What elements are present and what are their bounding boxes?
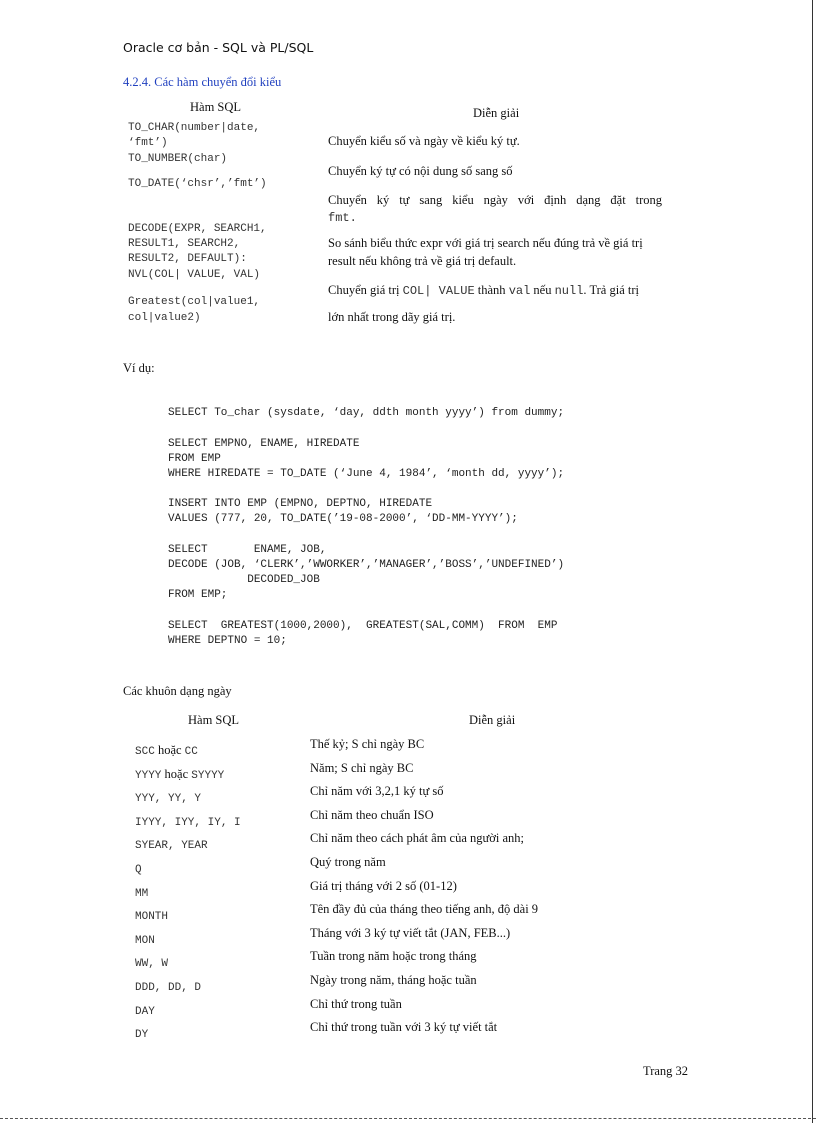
page-edge-bottom <box>0 1118 816 1119</box>
date-formats-title: Các khuôn dạng ngày <box>123 684 232 698</box>
date-format-code <box>135 928 155 947</box>
code-line: SELECT ENAME, JOB, <box>168 544 327 556</box>
nvl-code: COL| VALUE <box>402 284 475 298</box>
code-line: WHERE HIREDATE = TO_DATE (‘June 4, 1984’, ‘month dd, yyyy’); <box>168 468 565 480</box>
date-format-desc: Thế kỷ; S chỉ ngày BC <box>310 737 425 751</box>
conv-left-line: TO_CHAR(number|date, <box>128 122 261 134</box>
conv-desc-decode-cont: result nếu không trả về giá trị default. <box>328 254 517 268</box>
format-code-alt: SYYYY <box>191 770 225 782</box>
section-heading: 4.2.4. Các hàm chuyển đổi kiểu <box>123 75 282 89</box>
conv-col1-header: Hàm SQL <box>190 100 242 114</box>
nvl-text: thành <box>474 283 509 297</box>
date-format-code <box>135 999 155 1018</box>
date-format-code <box>135 786 201 805</box>
format-code: MON <box>135 935 155 947</box>
conv-left-line: NVL(COL| VALUE, VAL) <box>128 269 261 281</box>
format-code: MM <box>135 888 149 900</box>
conv-desc-to-date: Chuyển ký tự sang kiểu ngày với định dạng đặt trong <box>328 193 662 207</box>
format-join: hoặc <box>161 767 192 781</box>
format-code: WW, W <box>135 958 169 970</box>
code-line: SELECT GREATEST(1000,2000), GREATEST(SAL,COMM) FROM EMP <box>168 620 558 632</box>
conv-left-line: RESULT1, SEARCH2, <box>128 238 241 250</box>
date-format-desc: Chỉ năm với 3,2,1 ký tự số <box>310 784 444 798</box>
date-format-desc: Chỉ thứ trong tuần <box>310 997 402 1011</box>
conv-desc-greatest: lớn nhất trong dãy giá trị. <box>328 310 456 324</box>
format-code: MONTH <box>135 911 169 923</box>
date-format-code <box>135 857 142 876</box>
date-format-desc: Năm; S chỉ ngày BC <box>310 761 414 775</box>
format-code: SCC <box>135 746 155 758</box>
conv-desc-to-number: Chuyển ký tự có nội dung số sang số <box>328 164 513 178</box>
conv-desc-nvl <box>328 283 639 298</box>
nvl-text: . Trả giá trị <box>583 283 639 297</box>
date-format-code <box>135 904 168 923</box>
format-code: IYYY, IYY, IY, I <box>135 817 241 829</box>
code-line: WHERE DEPTNO = 10; <box>168 635 287 647</box>
nvl-code: null <box>554 284 584 298</box>
date-format-code <box>135 975 201 994</box>
format-code: DY <box>135 1029 149 1041</box>
conv-desc-decode: So sánh biểu thức expr với giá trị search nếu đúng trả về giá trị <box>328 236 643 250</box>
conv-col2-header: Diễn giải <box>473 106 520 120</box>
nvl-text: Chuyển giá trị <box>328 283 403 297</box>
date-format-desc: Ngày trong năm, tháng hoặc tuần <box>310 973 477 987</box>
nvl-text: nếu <box>530 283 555 297</box>
code-line: DECODE (JOB, ‘CLERK’,’WWORKER’,’MANAGER’,’BOSS’,’UNDEFINED’) <box>168 559 565 571</box>
format-code: SYEAR, YEAR <box>135 840 208 852</box>
format-code: Q <box>135 864 142 876</box>
date-format-desc: Chỉ năm theo chuẩn ISO <box>310 808 434 822</box>
format-code: DAY <box>135 1006 155 1018</box>
conv-left-line: TO_NUMBER(char) <box>128 153 228 165</box>
conv-left-line: DECODE(EXPR, SEARCH1, <box>128 223 267 235</box>
date-format-desc: Tháng với 3 ký tự viết tắt (JAN, FEB...) <box>310 926 511 940</box>
date-format-desc: Quý trong năm <box>310 855 386 869</box>
date-format-code <box>135 739 198 758</box>
date-format-code <box>135 763 224 782</box>
code-line: DECODED_JOB <box>168 574 320 586</box>
format-code: DDD, DD, D <box>135 982 202 994</box>
conv-left-line: Greatest(col|value1, <box>128 296 261 308</box>
conv-left-line: RESULT2, DEFAULT): <box>128 253 247 265</box>
page-header-title: Oracle cơ bản - SQL và PL/SQL <box>123 40 314 55</box>
conv-desc-to-char: Chuyển kiểu số và ngày về kiểu ký tự. <box>328 134 520 148</box>
format-code: YYYY <box>135 770 162 782</box>
date-format-code <box>135 1022 148 1041</box>
conv-left-line: ‘fmt’) <box>128 137 168 149</box>
date-format-desc: Tên đầy đủ của tháng theo tiếng anh, độ dài 9 <box>310 902 539 916</box>
date-col1-header: Hàm SQL <box>188 713 240 727</box>
conv-left-line: TO_DATE(‘chsr’,’fmt’) <box>128 178 267 190</box>
date-format-code <box>135 881 148 900</box>
date-format-code <box>135 951 168 970</box>
example-label: Ví dụ: <box>123 361 155 375</box>
code-line: SELECT To_char (sysdate, ‘day, ddth month yyyy’) from dummy; <box>168 407 565 419</box>
conv-desc-to-date-fmt: fmt. <box>328 211 357 225</box>
format-join: hoặc <box>154 743 185 757</box>
nvl-code: val <box>508 284 531 298</box>
code-line: SELECT EMPNO, ENAME, HIREDATE <box>168 438 360 450</box>
date-col2-header: Diễn giải <box>469 713 516 727</box>
code-line: FROM EMP; <box>168 589 228 601</box>
conv-left-line: col|value2) <box>128 312 201 324</box>
date-format-code <box>135 833 208 852</box>
date-format-desc: Tuần trong năm hoặc trong tháng <box>310 949 477 963</box>
format-code: YYY, YY, Y <box>135 793 202 805</box>
code-line: FROM EMP <box>168 453 221 465</box>
date-format-desc: Giá trị tháng với 2 số (01-12) <box>310 879 457 893</box>
page-number: Trang 32 <box>643 1064 689 1078</box>
code-line: VALUES (777, 20, TO_DATE(’19-08-2000’, ‘DD-MM-YYYY’); <box>168 513 518 525</box>
date-format-desc: Chỉ năm theo cách phát âm của người anh; <box>310 831 525 845</box>
format-code-alt: CC <box>184 746 198 758</box>
page-edge-right <box>812 0 813 1123</box>
date-format-desc: Chỉ thứ trong tuần với 3 ký tự viết tắt <box>310 1020 498 1034</box>
code-line: INSERT INTO EMP (EMPNO, DEPTNO, HIREDATE <box>168 498 433 510</box>
date-format-code <box>135 810 241 829</box>
